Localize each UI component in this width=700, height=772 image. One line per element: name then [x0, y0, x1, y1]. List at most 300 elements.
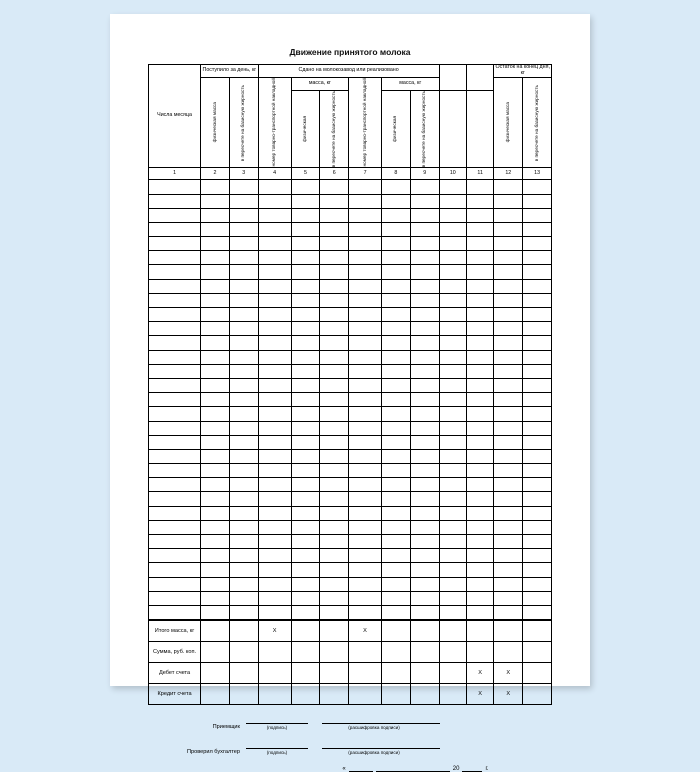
signature-line-priemshchik[interactable]: [246, 714, 308, 724]
table-cell[interactable]: [466, 265, 493, 279]
table-cell[interactable]: [466, 222, 493, 236]
table-cell[interactable]: [291, 350, 320, 364]
table-cell[interactable]: [382, 535, 411, 549]
table-cell[interactable]: [258, 605, 291, 619]
summary-cell[interactable]: [258, 663, 291, 684]
summary-cell[interactable]: [258, 684, 291, 705]
summary-cell[interactable]: [439, 642, 466, 663]
table-cell[interactable]: [439, 194, 466, 208]
table-cell[interactable]: [466, 407, 493, 421]
table-cell[interactable]: [201, 478, 230, 492]
table-cell[interactable]: [439, 506, 466, 520]
table-cell[interactable]: [349, 563, 382, 577]
table-cell[interactable]: [258, 293, 291, 307]
summary-cell[interactable]: [291, 663, 320, 684]
table-cell[interactable]: [349, 492, 382, 506]
table-cell[interactable]: [320, 492, 349, 506]
table-cell[interactable]: [201, 237, 230, 251]
table-cell[interactable]: [149, 322, 201, 336]
table-cell[interactable]: [523, 308, 552, 322]
table-cell[interactable]: [349, 421, 382, 435]
table-cell[interactable]: [439, 563, 466, 577]
summary-cell[interactable]: X: [494, 684, 523, 705]
table-cell[interactable]: [201, 577, 230, 591]
table-cell[interactable]: [466, 237, 493, 251]
table-cell[interactable]: [229, 378, 258, 392]
table-cell[interactable]: [320, 520, 349, 534]
table-cell[interactable]: [258, 378, 291, 392]
table-cell[interactable]: [523, 520, 552, 534]
table-cell[interactable]: [320, 435, 349, 449]
table-cell[interactable]: [258, 535, 291, 549]
table-cell[interactable]: [523, 421, 552, 435]
table-cell[interactable]: [439, 208, 466, 222]
table-cell[interactable]: [149, 407, 201, 421]
table-cell[interactable]: [349, 364, 382, 378]
table-cell[interactable]: [523, 293, 552, 307]
table-cell[interactable]: [291, 421, 320, 435]
table-cell[interactable]: [201, 180, 230, 194]
table-cell[interactable]: [466, 492, 493, 506]
table-cell[interactable]: [258, 407, 291, 421]
table-cell[interactable]: [291, 237, 320, 251]
table-cell[interactable]: [382, 293, 411, 307]
table-cell[interactable]: [523, 605, 552, 619]
table-cell[interactable]: [410, 464, 439, 478]
table-cell[interactable]: [320, 563, 349, 577]
table-cell[interactable]: [494, 563, 523, 577]
table-cell[interactable]: [349, 577, 382, 591]
summary-cell[interactable]: [320, 621, 349, 642]
table-cell[interactable]: [466, 506, 493, 520]
table-cell[interactable]: [494, 605, 523, 619]
table-cell[interactable]: [149, 308, 201, 322]
summary-cell[interactable]: [201, 642, 230, 663]
table-cell[interactable]: [229, 364, 258, 378]
table-cell[interactable]: [494, 208, 523, 222]
table-cell[interactable]: [291, 563, 320, 577]
summary-cell[interactable]: [320, 663, 349, 684]
table-cell[interactable]: [382, 364, 411, 378]
table-cell[interactable]: [382, 605, 411, 619]
table-cell[interactable]: [439, 605, 466, 619]
table-cell[interactable]: [201, 279, 230, 293]
table-cell[interactable]: [494, 435, 523, 449]
table-cell[interactable]: [291, 222, 320, 236]
table-cell[interactable]: [291, 293, 320, 307]
table-cell[interactable]: [439, 293, 466, 307]
summary-cell[interactable]: [466, 621, 493, 642]
table-cell[interactable]: [523, 350, 552, 364]
table-cell[interactable]: [439, 378, 466, 392]
table-cell[interactable]: [258, 194, 291, 208]
table-cell[interactable]: [349, 464, 382, 478]
summary-cell[interactable]: X: [466, 663, 493, 684]
table-cell[interactable]: [410, 520, 439, 534]
table-cell[interactable]: [149, 393, 201, 407]
summary-cell[interactable]: [381, 663, 410, 684]
summary-cell[interactable]: [494, 621, 523, 642]
table-cell[interactable]: [229, 279, 258, 293]
table-cell[interactable]: [382, 222, 411, 236]
table-cell[interactable]: [229, 180, 258, 194]
table-cell[interactable]: [439, 520, 466, 534]
table-cell[interactable]: [382, 279, 411, 293]
table-cell[interactable]: [439, 251, 466, 265]
table-cell[interactable]: [382, 520, 411, 534]
table-cell[interactable]: [523, 364, 552, 378]
table-cell[interactable]: [410, 421, 439, 435]
table-cell[interactable]: [349, 336, 382, 350]
table-cell[interactable]: [258, 563, 291, 577]
summary-cell[interactable]: X: [494, 663, 523, 684]
table-cell[interactable]: [410, 535, 439, 549]
table-cell[interactable]: [410, 378, 439, 392]
table-cell[interactable]: [229, 591, 258, 605]
table-cell[interactable]: [201, 251, 230, 265]
table-cell[interactable]: [229, 222, 258, 236]
table-cell[interactable]: [523, 492, 552, 506]
table-cell[interactable]: [410, 208, 439, 222]
table-cell[interactable]: [410, 492, 439, 506]
table-cell[interactable]: [523, 194, 552, 208]
table-cell[interactable]: [201, 464, 230, 478]
table-cell[interactable]: [258, 492, 291, 506]
table-cell[interactable]: [229, 293, 258, 307]
summary-cell[interactable]: [258, 642, 291, 663]
table-cell[interactable]: [382, 378, 411, 392]
table-cell[interactable]: [258, 336, 291, 350]
table-cell[interactable]: [523, 435, 552, 449]
table-cell[interactable]: [320, 180, 349, 194]
table-cell[interactable]: [410, 407, 439, 421]
table-cell[interactable]: [349, 237, 382, 251]
table-cell[interactable]: [258, 478, 291, 492]
table-cell[interactable]: [258, 435, 291, 449]
table-cell[interactable]: [229, 464, 258, 478]
table-cell[interactable]: [382, 251, 411, 265]
table-cell[interactable]: [349, 194, 382, 208]
table-cell[interactable]: [382, 449, 411, 463]
table-cell[interactable]: [229, 435, 258, 449]
table-cell[interactable]: [349, 549, 382, 563]
table-cell[interactable]: [494, 180, 523, 194]
table-cell[interactable]: [291, 449, 320, 463]
table-cell[interactable]: [149, 506, 201, 520]
table-cell[interactable]: [382, 393, 411, 407]
summary-cell[interactable]: [410, 684, 439, 705]
table-cell[interactable]: [410, 293, 439, 307]
table-cell[interactable]: [410, 336, 439, 350]
table-cell[interactable]: [291, 549, 320, 563]
table-cell[interactable]: [494, 308, 523, 322]
table-cell[interactable]: [466, 180, 493, 194]
summary-cell[interactable]: [291, 642, 320, 663]
table-cell[interactable]: [320, 279, 349, 293]
table-cell[interactable]: [410, 222, 439, 236]
table-cell[interactable]: [258, 208, 291, 222]
table-cell[interactable]: [149, 577, 201, 591]
table-cell[interactable]: [320, 577, 349, 591]
table-cell[interactable]: [291, 180, 320, 194]
table-cell[interactable]: [494, 492, 523, 506]
table-cell[interactable]: [229, 208, 258, 222]
table-cell[interactable]: [320, 194, 349, 208]
table-cell[interactable]: [494, 322, 523, 336]
table-cell[interactable]: [149, 265, 201, 279]
table-cell[interactable]: [349, 279, 382, 293]
table-cell[interactable]: [466, 308, 493, 322]
table-cell[interactable]: [494, 591, 523, 605]
table-cell[interactable]: [466, 421, 493, 435]
table-cell[interactable]: [466, 478, 493, 492]
table-cell[interactable]: [229, 535, 258, 549]
table-cell[interactable]: [320, 322, 349, 336]
table-cell[interactable]: [229, 194, 258, 208]
table-cell[interactable]: [229, 393, 258, 407]
table-cell[interactable]: [229, 407, 258, 421]
table-cell[interactable]: [523, 251, 552, 265]
table-cell[interactable]: [523, 577, 552, 591]
summary-cell[interactable]: [349, 684, 382, 705]
table-cell[interactable]: [382, 492, 411, 506]
table-cell[interactable]: [320, 350, 349, 364]
summary-cell[interactable]: [229, 621, 258, 642]
table-cell[interactable]: [494, 393, 523, 407]
summary-cell[interactable]: [410, 663, 439, 684]
table-cell[interactable]: [291, 506, 320, 520]
table-cell[interactable]: [382, 435, 411, 449]
signature-line-rasshifrovka-1[interactable]: [322, 714, 440, 724]
summary-cell[interactable]: [410, 642, 439, 663]
table-cell[interactable]: [349, 350, 382, 364]
table-cell[interactable]: [523, 322, 552, 336]
table-cell[interactable]: [149, 535, 201, 549]
table-cell[interactable]: [149, 449, 201, 463]
table-cell[interactable]: [466, 393, 493, 407]
table-cell[interactable]: [201, 449, 230, 463]
table-cell[interactable]: [494, 407, 523, 421]
table-cell[interactable]: [149, 208, 201, 222]
table-cell[interactable]: [229, 520, 258, 534]
table-cell[interactable]: [439, 180, 466, 194]
table-cell[interactable]: [201, 549, 230, 563]
table-cell[interactable]: [258, 506, 291, 520]
summary-cell[interactable]: [523, 621, 552, 642]
table-cell[interactable]: [410, 350, 439, 364]
table-cell[interactable]: [494, 378, 523, 392]
table-cell[interactable]: [258, 251, 291, 265]
table-cell[interactable]: [382, 478, 411, 492]
table-cell[interactable]: [258, 322, 291, 336]
table-cell[interactable]: [149, 421, 201, 435]
table-cell[interactable]: [466, 464, 493, 478]
table-cell[interactable]: [320, 265, 349, 279]
table-cell[interactable]: [349, 378, 382, 392]
table-cell[interactable]: [523, 464, 552, 478]
table-cell[interactable]: [229, 492, 258, 506]
table-cell[interactable]: [349, 535, 382, 549]
table-cell[interactable]: [523, 478, 552, 492]
table-cell[interactable]: [494, 237, 523, 251]
table-cell[interactable]: [494, 549, 523, 563]
table-cell[interactable]: [258, 549, 291, 563]
table-cell[interactable]: [291, 393, 320, 407]
table-cell[interactable]: [410, 449, 439, 463]
summary-cell[interactable]: [523, 684, 552, 705]
summary-cell[interactable]: [439, 663, 466, 684]
table-cell[interactable]: [320, 506, 349, 520]
summary-cell[interactable]: [291, 621, 320, 642]
table-cell[interactable]: [466, 535, 493, 549]
table-cell[interactable]: [291, 308, 320, 322]
table-cell[interactable]: [410, 577, 439, 591]
table-cell[interactable]: [320, 464, 349, 478]
table-cell[interactable]: [494, 506, 523, 520]
table-cell[interactable]: [382, 322, 411, 336]
table-cell[interactable]: [229, 308, 258, 322]
table-cell[interactable]: [291, 265, 320, 279]
table-cell[interactable]: [439, 279, 466, 293]
table-cell[interactable]: [494, 478, 523, 492]
table-cell[interactable]: [229, 237, 258, 251]
table-cell[interactable]: [494, 265, 523, 279]
summary-cell[interactable]: X: [258, 621, 291, 642]
table-cell[interactable]: [149, 364, 201, 378]
summary-cell[interactable]: [201, 663, 230, 684]
table-cell[interactable]: [466, 563, 493, 577]
table-cell[interactable]: [382, 237, 411, 251]
table-cell[interactable]: [382, 506, 411, 520]
table-cell[interactable]: [466, 577, 493, 591]
table-cell[interactable]: [410, 478, 439, 492]
table-cell[interactable]: [494, 336, 523, 350]
table-cell[interactable]: [494, 364, 523, 378]
table-cell[interactable]: [349, 251, 382, 265]
table-cell[interactable]: [382, 549, 411, 563]
summary-cell[interactable]: [201, 684, 230, 705]
table-cell[interactable]: [382, 464, 411, 478]
table-cell[interactable]: [201, 435, 230, 449]
table-cell[interactable]: [466, 605, 493, 619]
table-cell[interactable]: [201, 308, 230, 322]
table-cell[interactable]: [382, 563, 411, 577]
table-cell[interactable]: [410, 308, 439, 322]
table-cell[interactable]: [201, 364, 230, 378]
table-cell[interactable]: [349, 407, 382, 421]
summary-cell[interactable]: [201, 621, 230, 642]
table-cell[interactable]: [229, 563, 258, 577]
summary-cell[interactable]: [410, 621, 439, 642]
table-cell[interactable]: [494, 520, 523, 534]
table-cell[interactable]: [382, 577, 411, 591]
table-cell[interactable]: [466, 591, 493, 605]
table-cell[interactable]: [229, 449, 258, 463]
table-cell[interactable]: [466, 279, 493, 293]
table-cell[interactable]: [382, 308, 411, 322]
table-cell[interactable]: [523, 237, 552, 251]
table-cell[interactable]: [320, 251, 349, 265]
date-day-field[interactable]: [349, 763, 373, 772]
table-cell[interactable]: [258, 180, 291, 194]
table-cell[interactable]: [201, 194, 230, 208]
table-cell[interactable]: [523, 378, 552, 392]
table-cell[interactable]: [258, 464, 291, 478]
table-cell[interactable]: [320, 222, 349, 236]
table-cell[interactable]: [466, 364, 493, 378]
table-cell[interactable]: [439, 421, 466, 435]
table-cell[interactable]: [349, 591, 382, 605]
table-cell[interactable]: [201, 208, 230, 222]
table-cell[interactable]: [201, 378, 230, 392]
table-cell[interactable]: [320, 308, 349, 322]
table-cell[interactable]: [149, 378, 201, 392]
table-cell[interactable]: [494, 449, 523, 463]
table-cell[interactable]: [149, 336, 201, 350]
table-cell[interactable]: [258, 449, 291, 463]
summary-cell[interactable]: [229, 663, 258, 684]
table-cell[interactable]: [320, 293, 349, 307]
table-cell[interactable]: [349, 478, 382, 492]
table-cell[interactable]: [149, 293, 201, 307]
table-cell[interactable]: [439, 449, 466, 463]
table-cell[interactable]: [439, 322, 466, 336]
table-cell[interactable]: [523, 336, 552, 350]
table-cell[interactable]: [291, 194, 320, 208]
table-cell[interactable]: [349, 265, 382, 279]
table-cell[interactable]: [494, 251, 523, 265]
table-cell[interactable]: [439, 591, 466, 605]
table-cell[interactable]: [523, 208, 552, 222]
table-cell[interactable]: [291, 577, 320, 591]
table-cell[interactable]: [149, 549, 201, 563]
table-cell[interactable]: [320, 478, 349, 492]
table-cell[interactable]: [201, 492, 230, 506]
table-cell[interactable]: [258, 393, 291, 407]
table-cell[interactable]: [258, 265, 291, 279]
date-year-field[interactable]: [462, 763, 482, 772]
table-cell[interactable]: [466, 251, 493, 265]
table-cell[interactable]: [494, 222, 523, 236]
table-cell[interactable]: [291, 492, 320, 506]
summary-cell[interactable]: [381, 621, 410, 642]
table-cell[interactable]: [494, 577, 523, 591]
table-cell[interactable]: [349, 308, 382, 322]
summary-cell[interactable]: [494, 642, 523, 663]
table-cell[interactable]: [291, 520, 320, 534]
signature-line-rasshifrovka-2[interactable]: [322, 739, 440, 749]
table-cell[interactable]: [229, 251, 258, 265]
table-cell[interactable]: [410, 279, 439, 293]
summary-cell[interactable]: [381, 642, 410, 663]
table-cell[interactable]: [439, 549, 466, 563]
table-cell[interactable]: [320, 605, 349, 619]
table-cell[interactable]: [382, 336, 411, 350]
table-cell[interactable]: [291, 435, 320, 449]
table-cell[interactable]: [410, 265, 439, 279]
table-cell[interactable]: [439, 464, 466, 478]
table-cell[interactable]: [349, 435, 382, 449]
table-cell[interactable]: [349, 449, 382, 463]
table-cell[interactable]: [201, 336, 230, 350]
table-cell[interactable]: [258, 577, 291, 591]
table-cell[interactable]: [229, 506, 258, 520]
table-cell[interactable]: [291, 364, 320, 378]
table-cell[interactable]: [439, 308, 466, 322]
table-cell[interactable]: [439, 407, 466, 421]
table-cell[interactable]: [439, 478, 466, 492]
table-cell[interactable]: [410, 393, 439, 407]
